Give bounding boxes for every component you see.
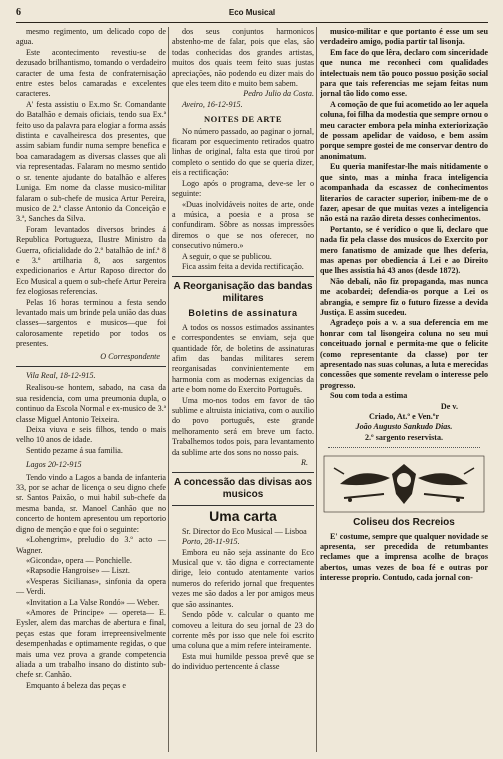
- paragraph: Fica assim feita a devida rectificação.: [182, 261, 304, 271]
- program-item: «Giconda», opera — Ponchielle.: [26, 555, 132, 565]
- paragraph: Eu queria manifestar-lhe mais nitidamente o que sinto, mas a minha fraca inteligencia acompanhada da escassez de conhecimentos literarios de caracter superior, inibem-me de o fazer, apesar de que muitas vezes a inteligencia não está na razão direta desses conhecimentos.: [320, 162, 488, 224]
- letter-title: Uma carta: [209, 508, 277, 525]
- paragraph: E' costume, sempre que qualquer novidade se apresenta, ser precedida de retumbantes reclames que a imprensa acolhe de braços abertos, umas vezes de boa fé e outras por interesse proprio. Contudo, cada jornal con-: [320, 531, 488, 583]
- paragraph: No número passado, ao paginar o jornal, ficaram por esquecimento retirados quatro linhas de original, falta esta que tiroú por completo o sentido do que se queria dizer, eis a rectificação:: [172, 126, 314, 178]
- paragraph: Deixa viuva e seis filhos, tendo o mais velho 10 anos de idade.: [16, 425, 166, 445]
- paragraph: «Duas inolvidáveis noites de arte, onde a música, a poesia e a prosa se confundiram. Sôbre as nossas impressões diremos o que se nos oferecer, no consecutivo número.»: [172, 199, 314, 251]
- divider: [328, 447, 480, 448]
- divider: [172, 505, 314, 506]
- paragraph: A todos os nossos estimados assinantes e correspondentes se enviam, seja que quantidade fôr, de boletins de assinaturas afim das bandas militares serem reorganisadas convinientemente em harmonia com as modernas exigencias da arte e bom nome do Exercito Português.: [172, 322, 314, 395]
- paragraph: Não debalí, não fiz propaganda, mas nunca me acobardei; defendia-os porque a Lei os abrangia, e sempre fiz o futuro fizesse a devida Justiça. E assim sucedeu.: [320, 276, 488, 317]
- page-header: [16, 8, 488, 23]
- dateline: Aveiro, 16-12-915.: [182, 99, 243, 109]
- program-item: «Lohengrim», preludio do 3.º acto —Wagner.: [16, 535, 166, 555]
- dateline: Lagos 20-12-915: [26, 460, 82, 470]
- coliseu-emblem-icon: [320, 454, 488, 514]
- paragraph: A comoção de que fui acometido ao ler aquela coluna, foi filha da modestia que sempre ornou o meu caracter embora pela minha exteriorização de possam apelidar de vaidoso, e bem assim porque sempre gostei de me conservar dentro do anonimatum.: [320, 99, 488, 161]
- paragraph: dos seus conjuntos harmonicos abstenho-me de falar, pois que elas, são todas conhecidas dos grandes artistas, muitos dos quais teem feito suas justas apreciações, não podendo eu dizer mais do que eles teem dito e muito bem sabem.: [172, 27, 314, 89]
- program-item: «Vesperas Sicilianas», sinfonia da opera — Verdi.: [16, 576, 166, 597]
- masthead-title: Eco Musical: [228, 8, 276, 17]
- paragraph: Foram levantados diversos brindes á Republica Portugueza, Ilustre Ministro da Guerra, oficialidade do 2.º batalhão de inf.ª 8 e 3.º artilharia 8, aos sargentos expedicionarios e Artur Raposo director do Eco Musical a quem o sub-chefe Artur Pereira fez elogiosas referencias.: [16, 224, 166, 297]
- paragraph: Portanto, se é verídico o que li, declaro que nada fiz pela classe dos musicos do Exercito por mero fanatismo de amizade que lhes deferia, mas apenas por obediencia á Lei e ao Direito que lhes assistia há 43 anos (desde 1872).: [320, 224, 488, 276]
- signoff: R.: [301, 458, 308, 468]
- paragraph: Agradeço pois a v. a sua deferencia em me honrar com tal lisongeira coluna no seu mui conceituado jornal e permita-me que o felicite (como representante da classe) por ter apresentado nas suas colunas, a luta e merecidas concessões que somente revelam o interesse pelo progresso.: [320, 318, 488, 390]
- letter-address: Sr. Director do Eco Musical — Lisboa: [182, 526, 307, 536]
- divider: [172, 472, 314, 473]
- paragraph: mesmo regimento, um delicado copo de agua.: [16, 27, 166, 47]
- paragraph: musico-militar e que portanto é esse um seu verdadeiro amigo, podia partir tal lisonja.: [320, 27, 488, 47]
- paragraph: Realisou-se hontem, sabado, na casa da sua residencia, com uma preumonia dupla, o continuo da Escola Normal e ex-musico de 3.ª classe Miguel Antonio Teixeira.: [16, 383, 166, 424]
- section-title: Coliseu dos Recreios: [353, 517, 455, 529]
- paragraph: Sou com toda a estima: [330, 391, 408, 401]
- paragraph: Sendo pôde v. calcular o quanto me comoveu a leitura do seu jornal de 23 do corrente mês por isso que nele foi escrito uma coluna que a mim refere inteiramente.: [172, 610, 314, 651]
- paragraph: Tendo vindo a Lagos a banda de infanteria 33, por se achar de licença o seu digno chefe sr. Santos Paixão, o mui habil sub-chefe da mesma banda, sr. Manoel Canhão que no concerto de hontem apresentou um reportorio digno de menção e que foi o seguinte:: [16, 472, 166, 534]
- paragraph: A seguir, o que se publicou.: [182, 251, 272, 261]
- author-signature: Pedro Julio da Costa.: [243, 89, 314, 99]
- paragraph: Esta mui humilde pessoa prevê que se do individuo pertencente á classe: [172, 651, 314, 672]
- divider: [172, 276, 314, 277]
- closing-de: De v.: [440, 401, 458, 411]
- paragraph: A' festa assistiu o Ex.mo Sr. Comandante do Batalhão e demais oficiais, tendo sua Ex.ª feito uso da palavra para elogiar a forma assás distinta e cavalheiresca dos presentes, que assim sabiam fundir numa sempre benefica e boa camaradagem as diversas classes que ali via representadas. Falaram no mesmo sentido o sr. tenente ajudante do batalhão e alferes Luniga. Em nome da classe musico-militar falaram o sub-chefe de musica Artur Pereira, musico de 2.ª classe Antonio da Conceição e 3.ª, Sanches da Silva.: [16, 99, 166, 224]
- closing-title: Criado, At.º e Ven.ºr: [368, 412, 440, 422]
- signer-rank: 2.º sargento reservista.: [364, 432, 444, 442]
- column-1: [16, 27, 166, 755]
- dateline: Porto, 28-11-915.: [182, 537, 240, 547]
- paragraph: Emquanto á beleza das peças e: [26, 680, 126, 690]
- subheadline: Boletins de assinatura: [188, 308, 298, 319]
- paragraph: Embora eu não seja assinante do Eco Musical que v. tão digna e correctamente dirige, leio contudo atentamente varios numeros do referido jornal que frequentes vezes me são dados a ler por amigos meus que são assinantes.: [172, 547, 314, 609]
- program-item: «Rapsodie Hangroise» — Liszt.: [26, 566, 130, 576]
- headline: A concessão das divisas aos musicos: [173, 477, 313, 501]
- correspondent-signature: O Correspondente: [100, 351, 160, 361]
- dateline: Vila Real, 18-12-915.: [26, 371, 96, 380]
- program-item: «Invitation a La Valse Rondó» — Weber.: [26, 597, 160, 607]
- paragraph: Em face do que lêra, declaro com sinceridade que nunca me reconheci com qualidades intelectuais nem tão pouco possuo posição social para que tais referencias me sejam feitas num jornal tão lido como esse.: [320, 47, 488, 99]
- paragraph: Uma mo-nos todos em favor de tão sublime e altruista iniciativa, com o auxilio do povo português, este grande melhoramento será em breve um facto. Trabalhemos todos pois, para levantamento da sublime arte dos sons no nosso pais.: [172, 395, 314, 457]
- paragraph: «Amores de Principe» — opereta— E. Eysler, alem das marchas de abertura e final, peças estas que foram irrepreensivelmente desempenhadas e optimamente regidas, o que mais uma vez prova a grande competencia aliada a um trabalho insano do distinto sub-chefe sr. Canhão.: [16, 607, 166, 680]
- paragraph: Logo após o programa, deve-se ler o seguinte:: [172, 178, 314, 199]
- letter-signature: João Augusto Sankudo Dias.: [355, 422, 453, 432]
- divider: [16, 366, 166, 367]
- column-divider: [316, 27, 317, 752]
- page-number: 6: [16, 7, 21, 18]
- paragraph: Sentido pezame á sua familia.: [26, 445, 123, 455]
- section-title: NOITES DE ARTE: [203, 114, 283, 125]
- column-3: [320, 27, 488, 755]
- column-divider: [168, 27, 169, 752]
- column-2: [172, 27, 314, 755]
- paragraph: Este acontecimento revestiu-se de dezusado brilhantismo, tomando o verdadeiro caracter de uma festa de confraternisação entre estes belos camaradas e excelentes caracteres.: [16, 47, 166, 99]
- headline: A Reorganisação das bandas militares: [173, 281, 313, 305]
- paragraph: Pelas 16 horas terminou a festa sendo levantado mais um brinde pela união das duas classes—sargentos e musicos—que foi calorosamente repetido por todos os presentes.: [16, 297, 166, 349]
